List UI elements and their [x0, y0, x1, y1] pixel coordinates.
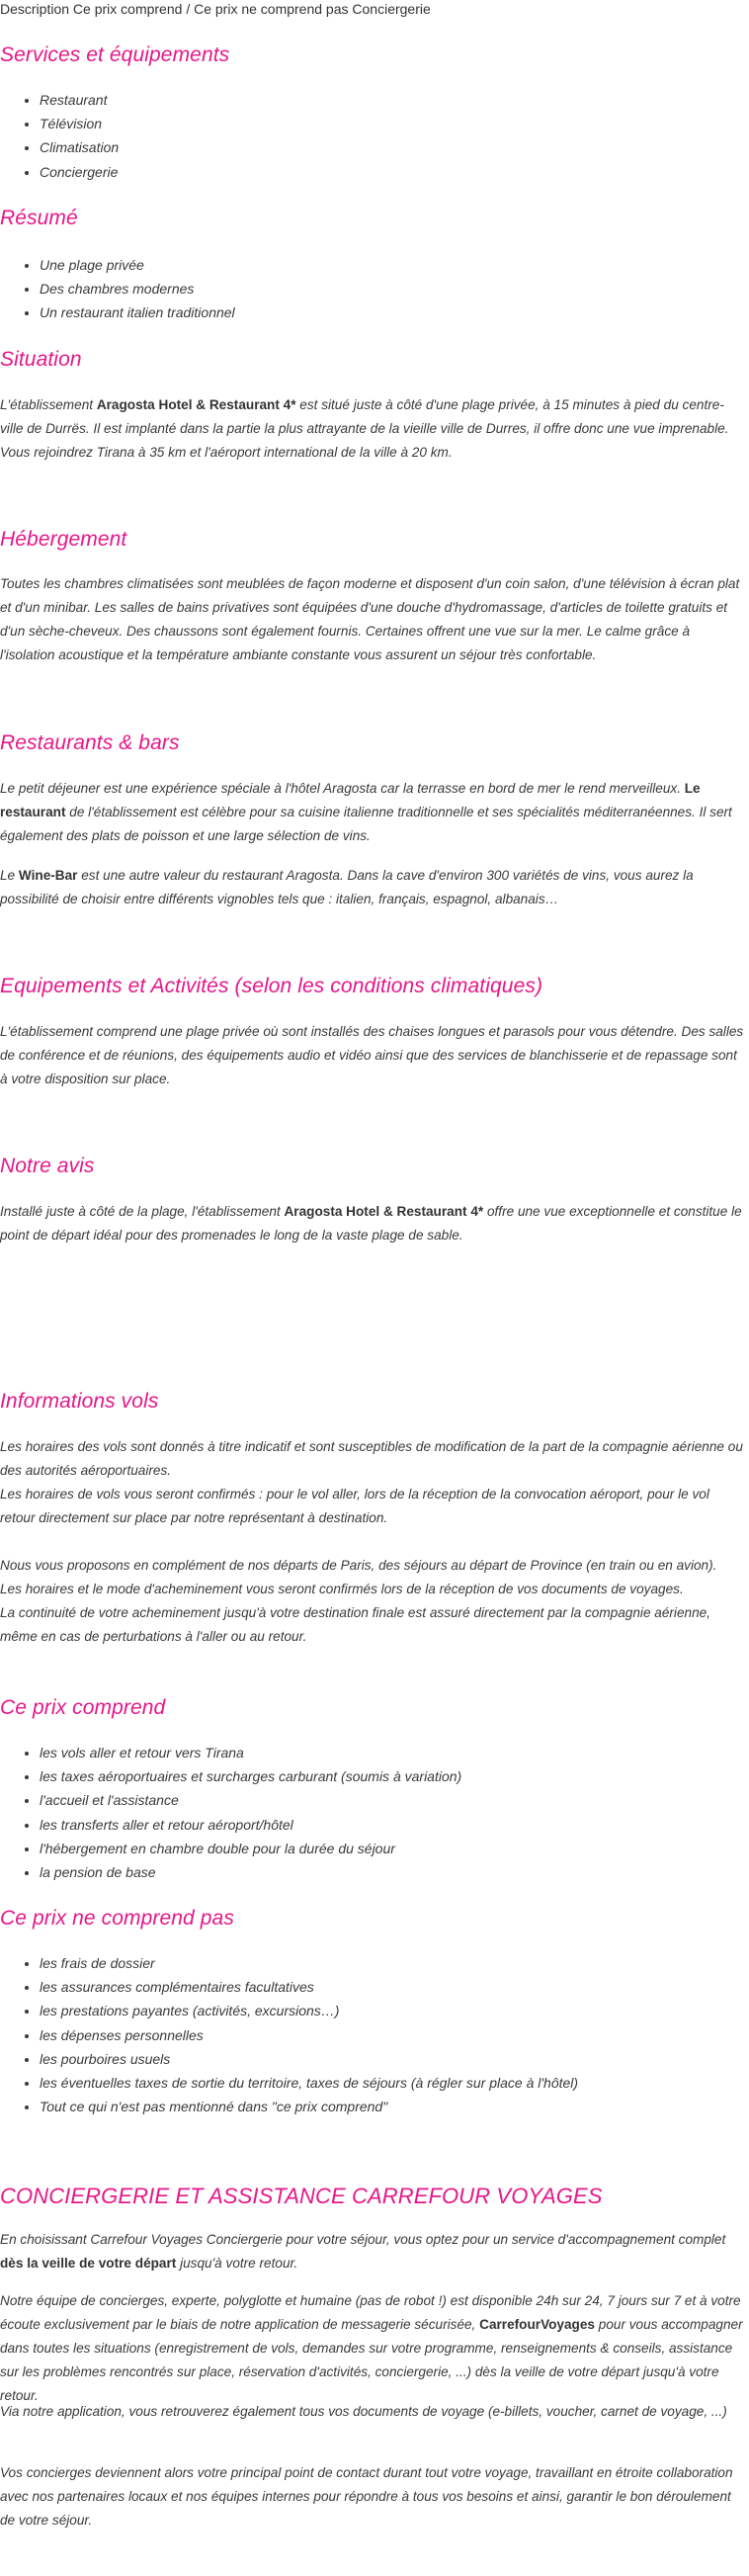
list-item: • les prestations payantes (activités, excursions…)	[40, 1999, 578, 2022]
list-item: • Climatisation	[40, 135, 119, 159]
summary-heading: Résumé	[0, 207, 78, 229]
excludes-list	[0, 1951, 578, 2118]
list-item: • les éventuelles taxes de sortie du territoire, taxes de séjours (à régler sur place à l'hôtel)	[40, 2071, 578, 2095]
accommodation-paragraph: Toutes les chambres climatisées sont meublées de façon moderne et disposent d'un coin salon, d'une télévision à écran plat et d'un minibar. Les salles de bains privatives sont équipées d'une douche d'hydromassage, d'articles de toilette gratuits et d'un sèche-cheveux. Des chaussons sont également fournis. Certaines offrent une vue sur la mer. Le calme grâce à l'isolation acoustique et la température ambiante constante vous assurent un séjour très confortable.	[0, 576, 740, 662]
tab-separator: /	[186, 1, 191, 17]
list-item: • Un restaurant italien traditionnel	[40, 301, 235, 324]
excludes-heading: Ce prix ne comprend pas	[0, 1907, 234, 1930]
restaurants-paragraph-1: Le petit déjeuner est une expérience spéciale à l'hôtel Aragosta car la terrasse en bord de mer le rend merveilleux. Le restaurant de l'établissement est célèbre pour sa cuisine italienne traditionnelle et ses spécialités méditerranéennes. Il sert également des plats de poisson et une large sélection de vins.	[0, 781, 732, 843]
list-item: • les pourboires usuels	[40, 2047, 578, 2071]
concierge-paragraph-3: Via notre application, vous retrouverez également tous vos documents de voyage (e-billets, voucher, carnet de voyage, ...)	[0, 2404, 727, 2419]
tab-excludes[interactable]: Ce prix ne comprend pas	[194, 1, 349, 17]
concierge-paragraph-2: Notre équipe de concierges, experte, polyglotte et humaine (pas de robot !) est disponible 24h sur 24, 7 jours sur 7 et à votre écoute exclusivement par le biais de notre application de messagerie sécurisée, CarrefourVoyages pour vous accompagner dans toutes les situations (enregistrement de vols, demandes sur votre programme, renseignements & conseils, assistance sur les problèmes rencontrés sur place, réservation d'activités, conciergerie, ...) dès la veille de votre départ jusqu'à votre retour.	[0, 2293, 743, 2403]
list-item: • Télévision	[40, 112, 119, 135]
list-item: • les assurances complémentaires facultatives	[40, 1975, 578, 1999]
accommodation-heading: Hébergement	[0, 528, 127, 551]
list-item: • les vols aller et retour vers Tirana	[40, 1741, 461, 1764]
flights-paragraph-4: Les horaires et le mode d'acheminement vous seront confirmés lors de la réception de vos documents de voyages.	[0, 1582, 684, 1596]
concierge-heading: CONCIERGERIE ET ASSISTANCE CARREFOUR VOYAGES	[0, 2184, 603, 2208]
list-item: • la pension de base	[40, 1860, 461, 1884]
list-item: • Conciergerie	[40, 160, 119, 184]
services-list	[0, 88, 119, 184]
list-item: • Tout ce qui n'est pas mentionné dans "ce prix comprend"	[40, 2095, 578, 2118]
tab-description[interactable]: Description	[0, 1, 70, 17]
list-item: • les frais de dossier	[40, 1951, 578, 1975]
list-item: • l'accueil et l'assistance	[40, 1788, 461, 1812]
list-item: • les dépenses personnelles	[40, 2023, 578, 2047]
list-item: • l'hébergement en chambre double pour la durée du séjour	[40, 1837, 461, 1860]
list-item: • Une plage privée	[40, 253, 235, 277]
activities-heading: Equipements et Activités (selon les conditions climatiques)	[0, 975, 543, 997]
tab-includes[interactable]: Ce prix comprend	[72, 1, 183, 17]
list-item: • les transferts aller et retour aéroport/hôtel	[40, 1813, 461, 1837]
concierge-highlight: dès la veille de votre départ	[0, 2256, 177, 2271]
summary-list	[0, 253, 235, 325]
flights-paragraph-1: Les horaires des vols sont donnés à titre indicatif et sont susceptibles de modification de la part de la compagnie aérienne ou des autorités aéroportuaires.	[0, 1439, 743, 1478]
list-item: • les taxes aéroportuaires et surcharges carburant (soumis à variation)	[40, 1764, 461, 1788]
restaurants-heading: Restaurants & bars	[0, 731, 180, 754]
location-heading: Situation	[0, 348, 82, 371]
flights-heading: Informations vols	[0, 1390, 159, 1413]
section-tabs	[0, 1, 431, 17]
concierge-paragraph-1: En choisissant Carrefour Voyages Conciergerie pour votre séjour, vous optez pour un service d'accompagnement complet dès la veille de votre départ jusqu'à votre retour.	[0, 2232, 726, 2271]
restaurants-paragraph-2: Le Wine-Bar est une autre valeur du restaurant Aragosta. Dans la cave d'environ 300 variétés de vins, vous aurez la possibilité de choisir entre différents vignobles tels que : italien, français, espagnol, albanais…	[0, 868, 694, 906]
wine-bar-label: Wine-Bar	[18, 868, 78, 883]
opinion-heading: Notre avis	[0, 1155, 95, 1177]
list-item: • Restaurant	[40, 88, 119, 112]
hotel-name: Aragosta Hotel & Restaurant 4*	[284, 1204, 484, 1219]
tab-concierge[interactable]: Conciergerie	[352, 1, 431, 17]
includes-heading: Ce prix comprend	[0, 1696, 166, 1719]
restaurant-label: Le restaurant	[0, 781, 701, 819]
list-item: • Des chambres modernes	[40, 277, 235, 301]
services-heading: Services et équipements	[0, 43, 230, 66]
flights-paragraph-5: La continuité de votre acheminement jusqu'à votre destination finale est assuré directement par la compagnie aérienne, même en cas de perturbations à l'aller ou au retour.	[0, 1605, 710, 1644]
activities-paragraph: L'établissement comprend une plage privée où sont installés des chaises longues et parasols pour vous détendre. Des salles de conférence et de réunions, des équipements audio et vidéo ainsi que des services de blanchisserie et de repassage sont à votre disposition sur place.	[0, 1024, 744, 1086]
location-paragraph: L'établissement Aragosta Hotel & Restaurant 4* est situé juste à côté d'une plage privée, à 15 minutes à pied du centre-ville de Durrës. Il est implanté dans la partie la plus attrayante de la vieille ville de Durres, il offre donc une vue imprenable. Vous rejoindrez Tirana à 35 km et l'aéroport international de la ville à 20 km.	[0, 397, 729, 460]
includes-list	[0, 1741, 461, 1884]
app-name: CarrefourVoyages	[479, 2317, 595, 2332]
flights-paragraph-2: Les horaires de vols vous seront confirmés : pour le vol aller, lors de la réception de la convocation aéroport, pour le vol retour directement sur place par notre représentant à destination.	[0, 1487, 709, 1525]
flights-paragraph-3: Nous vous proposons en complément de nos départs de Paris, des séjours au départ de Province (en train ou en avion).	[0, 1558, 717, 1573]
hotel-name: Aragosta Hotel & Restaurant 4*	[96, 397, 296, 412]
concierge-paragraph-4: Vos concierges deviennent alors votre principal point de contact durant tout votre voyage, travaillant en étroite collaboration avec nos partenaires locaux et nos équipes internes pour répondre à tous vos besoins et ainsi, garantir le bon déroulement de votre séjour.	[0, 2465, 733, 2528]
opinion-paragraph: Installé juste à côté de la plage, l'établissement Aragosta Hotel & Restaurant 4* offre une vue exceptionnelle et constitue le point de départ idéal pour des promenades le long de la vaste plage de sable.	[0, 1204, 742, 1243]
